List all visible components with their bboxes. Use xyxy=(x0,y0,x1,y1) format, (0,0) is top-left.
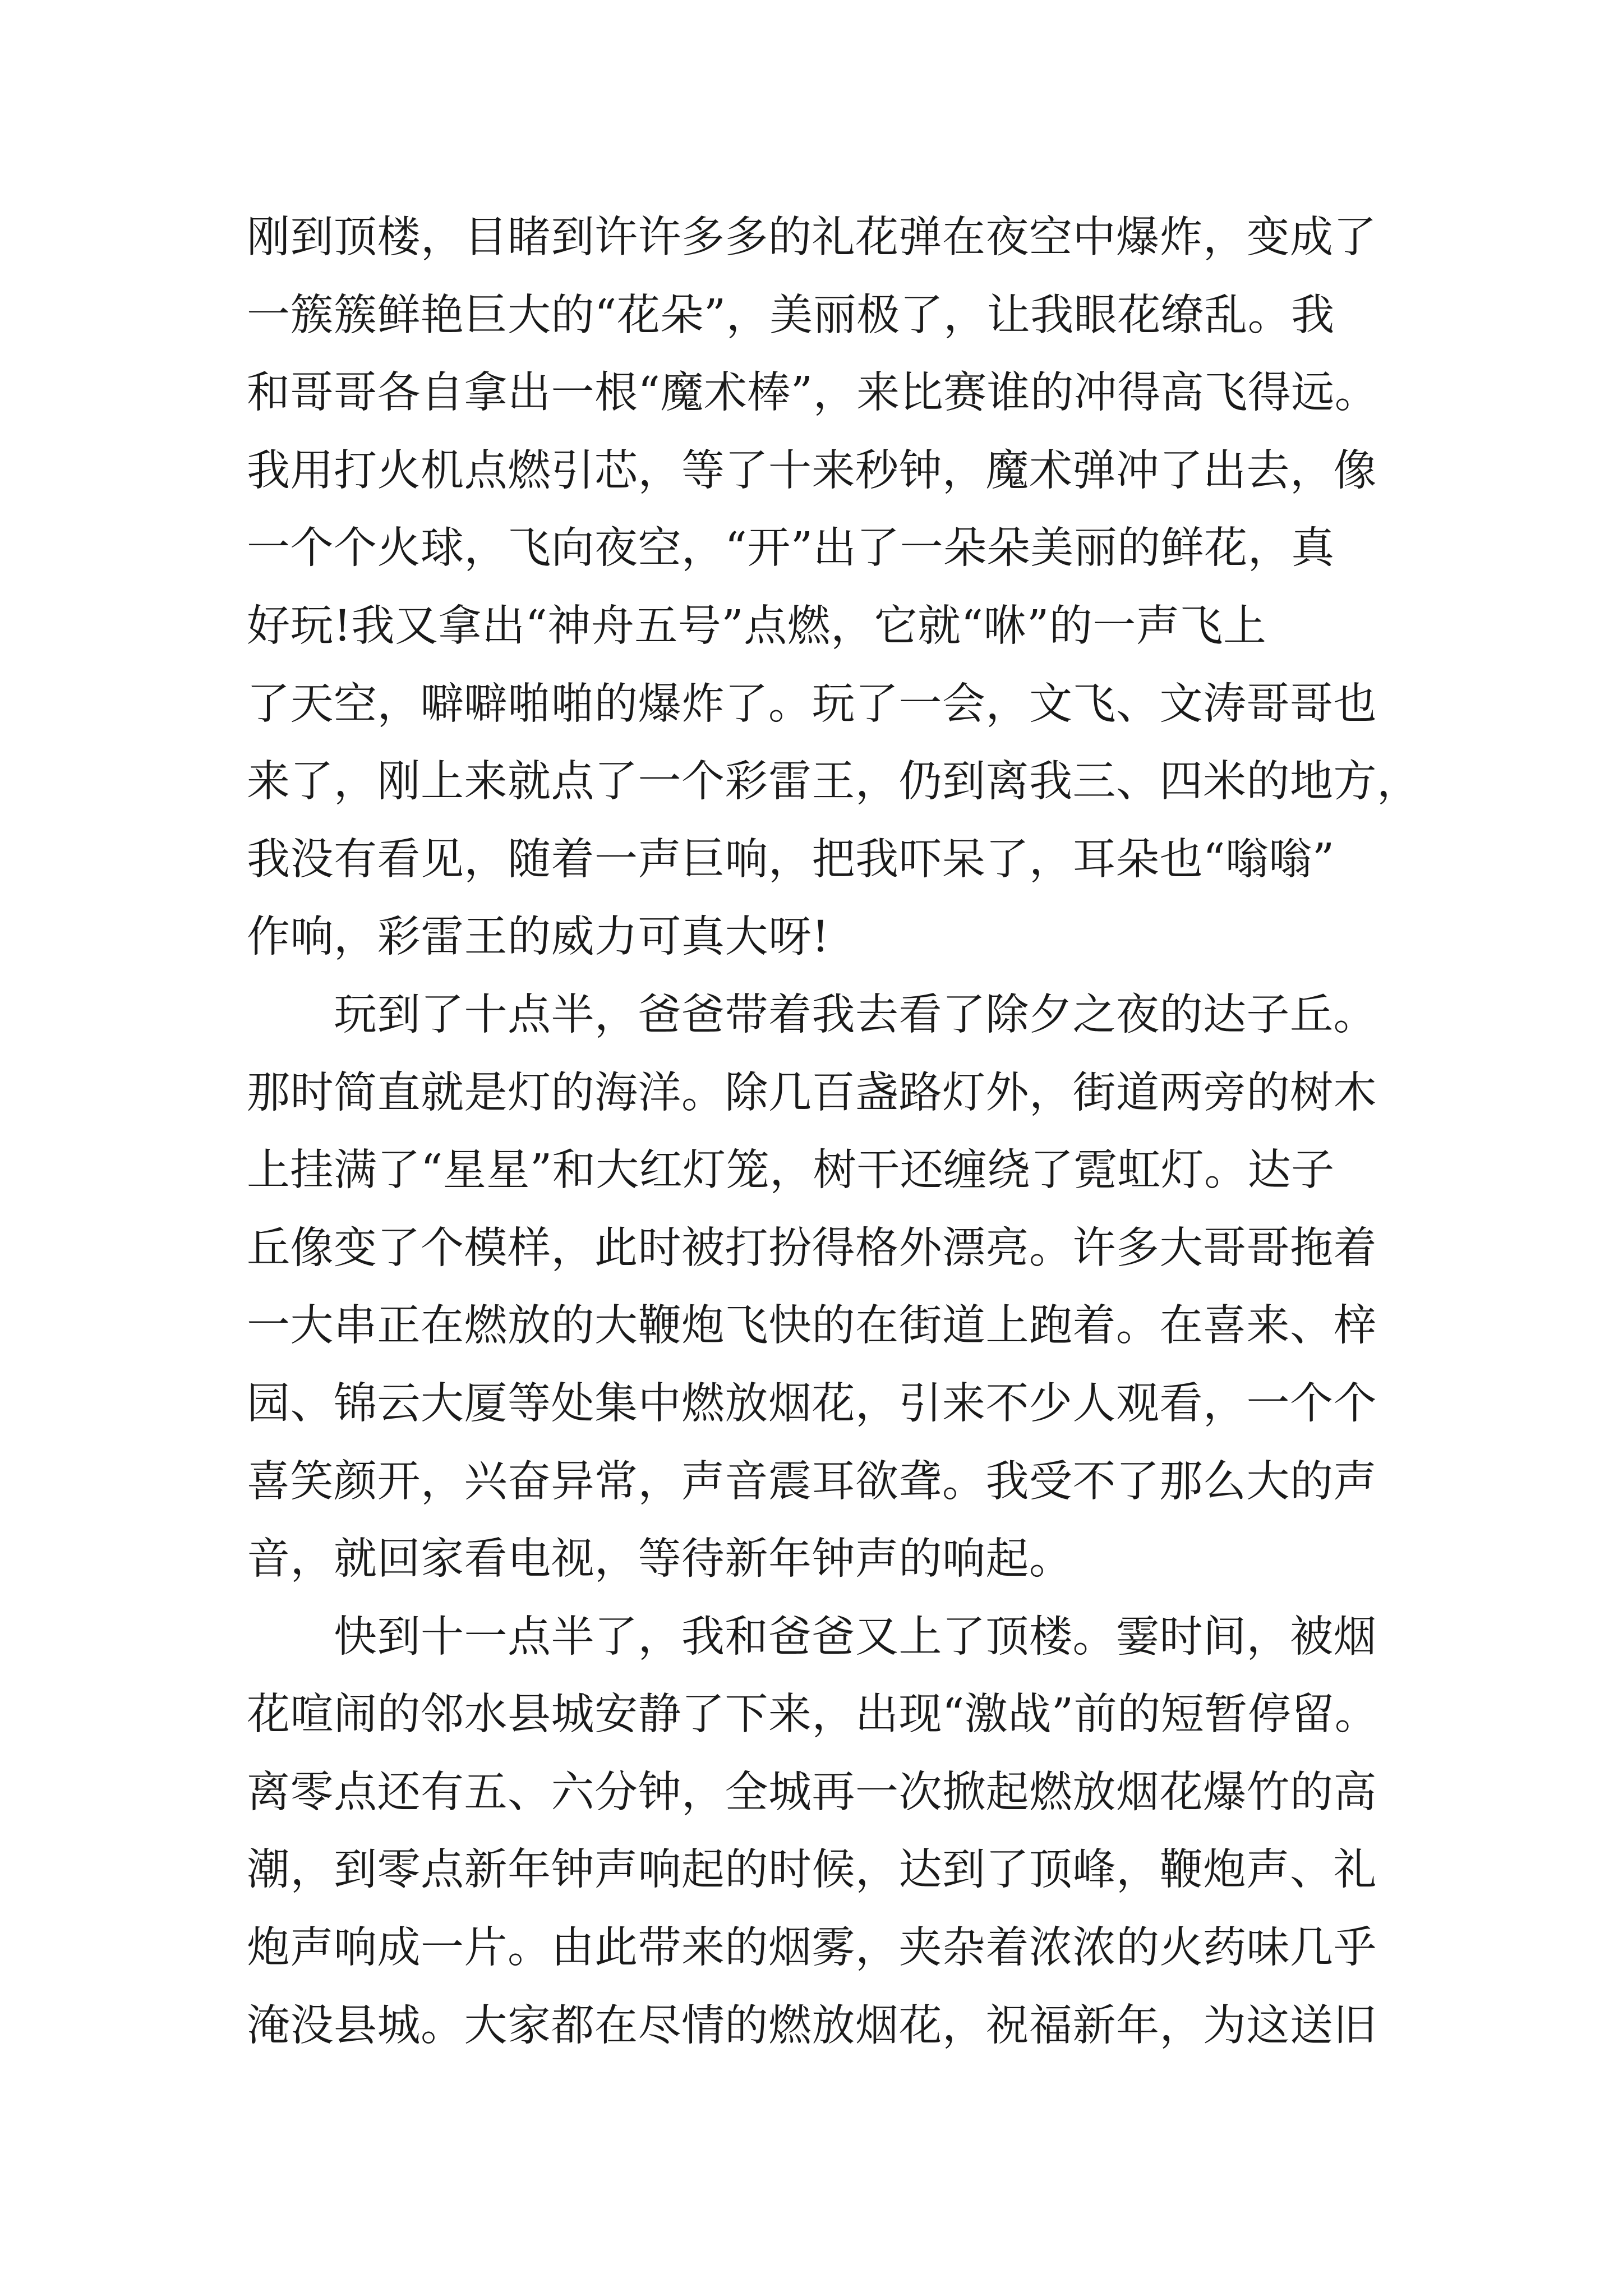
text-line: 那时简直就是灯的海洋。除几百盏路灯外，街道两旁的树木 xyxy=(247,1068,1377,1118)
text-line: 快到十一点半了，我和爸爸又上了顶楼。霎时间，被烟 xyxy=(247,1612,1377,1662)
text-line: 喜笑颜开，兴奋异常，声音震耳欲聋。我受不了那么大的声 xyxy=(247,1456,1377,1507)
text-line: 刚到顶楼，目睹到许许多多的礼花弹在夜空中爆炸，变成了 xyxy=(247,213,1377,263)
paragraph-3 xyxy=(247,1599,1402,2065)
text-line: 离零点还有五、六分钟，全城再一次掀起燃放烟花爆竹的高 xyxy=(247,1767,1377,1818)
text-line: 我没有看见，随着一声巨响，把我吓呆了，耳朵也“嗡嗡” xyxy=(247,834,1335,885)
text-line: 潮，到零点新年钟声响起的时候，达到了顶峰，鞭炮声、礼 xyxy=(247,1845,1377,1895)
text-line: 了天空，噼噼啪啪的爆炸了。玩了一会，文飞、文涛哥哥也 xyxy=(247,679,1377,729)
text-line: 一大串正在燃放的大鞭炮飞快的在街道上跑着。在喜来、梓 xyxy=(247,1301,1377,1351)
text-line: 炮声响成一片。由此带来的烟雾，夹杂着浓浓的火药味几乎 xyxy=(247,1923,1377,1973)
text-line: 花喧闹的邻水县城安静了下来，出现“激战”前的短暂停留。 xyxy=(247,1690,1378,1740)
text-line: 和哥哥各自拿出一根“魔术棒”，来比赛谁的冲得高飞得远。 xyxy=(247,368,1378,418)
text-line: 一簇簇鲜艳巨大的“花朵”，美丽极了，让我眼花缭乱。我 xyxy=(247,290,1335,341)
text-line: 园、锦云大厦等处集中燃放烟花，引来不少人观看，一个个 xyxy=(247,1378,1377,1429)
text-line: 好玩!我又拿出“神舟五号”点燃，它就“咻”的一声飞上 xyxy=(247,601,1267,651)
text-line: 音，就回家看电视，等待新年钟声的响起。 xyxy=(247,1534,1073,1585)
text-line: 上挂满了“星星”和大红灯笼，树干还缠绕了霓虹灯。达子 xyxy=(247,1145,1335,1196)
text-line: 我用打火机点燃引芯，等了十来秒钟，魔术弹冲了出去，像 xyxy=(247,445,1377,496)
paragraph-1 xyxy=(247,199,1421,977)
text-line: 玩到了十点半，爸爸带着我去看了除夕之夜的达子丘。 xyxy=(247,990,1377,1040)
text-line: 丘像变了个模样，此时被打扮得格外漂亮。许多大哥哥拖着 xyxy=(247,1223,1377,1273)
text-line: 作响，彩雷王的威力可真大呀! xyxy=(247,912,829,963)
essay-body xyxy=(247,199,1421,2065)
text-line: 来了，刚上来就点了一个彩雷王，仍到离我三、四米的地方， xyxy=(247,757,1421,807)
text-line: 淹没县城。大家都在尽情的燃放烟花，祝福新年，为这送旧 xyxy=(247,2000,1377,2051)
text-line: 一个个火球，飞向夜空，“开”出了一朵朵美丽的鲜花，真 xyxy=(247,523,1335,574)
paragraph-2 xyxy=(247,977,1402,1599)
